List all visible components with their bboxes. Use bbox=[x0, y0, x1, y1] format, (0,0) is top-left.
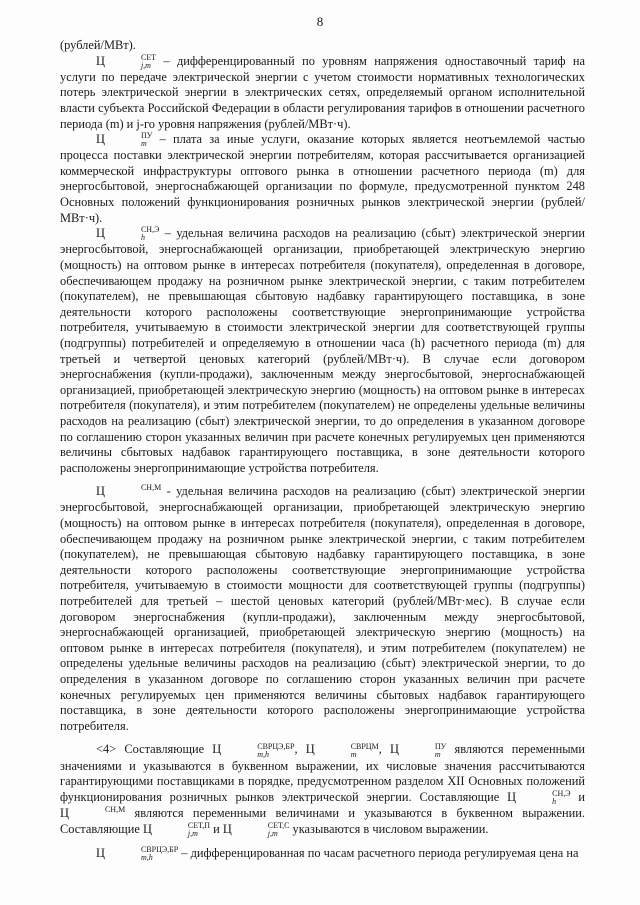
tariff-symbol: Ц СН,Э h bbox=[96, 225, 160, 243]
paragraph-sales-cost-energy: Ц СН,Э h – удельная величина расходов на реализацию (сбыт) электрической энергии энергосбытовой, энергоснабжающей организации, приобретающей электрическую энергию (мощность) на оптовом рынке в интересах потребителя (покупателя), определенная в договоре, обеспечивающем продажу на розничном рынке электрической энергии, с таким потребителем (покупателем), не превышающая сбытовую надбавку гарантирующего поставщика, в зоне деятельности которого расположены соответствующие энергопринимающие устройства потребителя, учитываемую в стоимости электрической энергии для соответствующей группы (подгруппы) потребителей и определяемую в отношении часа (h) расчетного периода (m) для третьей и четвертой ценовых категорий (рублей/МВт·ч). В случае если договором энергоснабжения (купли-продажи), заключенным между энергосбытовой, энергоснабжающей организацией, приобретающей электрическую энергию (мощность) на оптовом рынке в интересах потребителя (покупателя), и этим потребителем (покупателем) не определены удельные величины расходов на реализацию (сбыт) электрической энергии, то до определения в указанном договоре по соглашению сторон указанных величин при расчете конечных регулируемых цен применяются величины сбытовых надбавок гарантирующего поставщика, в зоне деятельности которого расположены энергопринимающие устройства потребителя. bbox=[60, 225, 585, 475]
tariff-symbol: Ц СЕТ j,m bbox=[96, 52, 157, 70]
paragraph-sales-cost-capacity: Ц СН,М - удельная величина расходов на реализацию (сбыт) электрической энергии энергосбытовой, энергоснабжающей организации, приобретающей электрическую энергию (мощность) на оптовом рынке в интересах потребителя (покупателя), определенная в договоре, обеспечивающем продажу на розничном рынке электрической энергии, с таким потребителем (покупателем), не превышающая сбытовую надбавку гарантирующего поставщика, в зоне деятельности которого расположены соответствующие энергопринимающие устройства потребителя, учитываемую в стоимости мощности для соответствующей группы (подгруппы) потребителей для третьей – шестой ценовых категорий (рублей/МВт·мес). В случае если договором энергоснабжения (купли-продажи), заключенным между энергосбытовой, энергоснабжающей организацией, приобретающей электрическую энергию (мощность) на оптовом рынке в интересах потребителя (покупателя), и этим потребителем (покупателем) не определены удельные величины расходов на реализацию (сбыт) электрической энергии, то до определения в указанном договоре по соглашению сторон указанных величин при расчете конечных регулируемых цен применяются величины сбытовых надбавок гарантирующего поставщика, в зоне деятельности которого расположены энергопринимающие устройства потребителя. bbox=[60, 483, 585, 733]
tariff-symbol: Ц СВРЦЭ,БР m,h bbox=[212, 741, 295, 759]
tariff-symbol: Ц СВРЦЭ,БР m,h bbox=[96, 845, 179, 863]
tariff-symbol: Ц СН,М bbox=[96, 483, 162, 499]
paragraph-other-services: Ц ПУ m – плата за иные услуги, оказание которых является неотъемлемой частью процесса поставки электрической энергии потребителям, которая рассчитывается организацией коммерческой инфраструктуры оптового рынка в отношении расчетного периода (m) для энергосбытовой, энергоснабжающей организации по формуле, предусмотренной пунктом 248 Основных положений функционирования розничных рынков электрической энергии (рублей/МВт·ч). bbox=[60, 131, 585, 225]
tariff-symbol: Ц ПУ m bbox=[389, 741, 447, 759]
paragraph-unit-continuation: (рублей/МВт). bbox=[60, 38, 136, 52]
tariff-symbol: Ц СН,Э h bbox=[507, 788, 571, 806]
tariff-symbol: Ц СН,М bbox=[60, 805, 126, 820]
document-body bbox=[60, 38, 585, 862]
paragraph-footnote-4: <4> Составляющие Ц СВРЦЭ,БР m,h , Ц СВРЦМ m , Ц ПУ m являются переменными значениями и указываются в буквенном выражении, их числовые значения рассчитываются гарантирующими поставщиками в порядке, предусмотренном разделом XII Основных положений функционирования розничных рынков электрической энергии. Составляющие Ц СН,Э h и Ц СН,М являются переменными величинами и указываются в буквенном выражении. Составляющие Ц СЕТ,П j,m и Ц СЕТ,С j,m указываются в числовом выражении. bbox=[60, 741, 585, 839]
paragraph-tariff-set: Ц СЕТ j,m – дифференцированный по уровням напряжения одноставочный тариф на услуги по передаче электрической энергии с учетом стоимости нормативных технологических потерь электрической энергии в электрических сетях, определяемый органом исполнительной власти субъекта Российской Федерации в области регулирования тарифов в отношении расчетного периода (m) и j-го уровня напряжения (рублей/МВт·ч). bbox=[60, 52, 585, 131]
page-number: 8 bbox=[316, 14, 324, 29]
tariff-symbol: Ц СЕТ,С j,m bbox=[222, 821, 290, 839]
tariff-symbol: Ц ПУ m bbox=[96, 131, 153, 149]
tariff-symbol: Ц СВРЦМ m bbox=[305, 741, 379, 759]
tariff-symbol: Ц СЕТ,П j,m bbox=[142, 821, 210, 839]
paragraph-balancing-price: Ц СВРЦЭ,БР m,h – дифференцированная по часам расчетного периода регулируемая цена на bbox=[96, 845, 579, 863]
